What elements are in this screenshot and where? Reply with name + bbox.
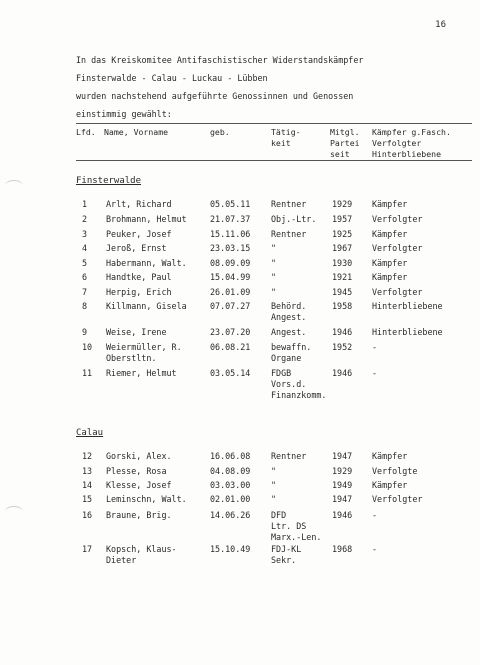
- cell-activity: ": [271, 480, 277, 490]
- cell-nr: 15: [82, 494, 93, 504]
- cell-activity: ": [271, 494, 277, 504]
- column-header-status: Kämpfer g.Fasch.: [372, 127, 451, 137]
- cell-born: 21.07.37: [210, 214, 251, 224]
- section-title: Calau: [76, 428, 104, 438]
- cell-party: 1946: [332, 510, 353, 520]
- header-rule-top: [76, 123, 472, 124]
- cell-name: Herpig, Erich: [106, 287, 172, 297]
- cell-name: Jeroß, Ernst: [106, 243, 167, 253]
- cell-status: Verfolgter: [372, 287, 423, 297]
- cell-activity: ": [271, 287, 277, 297]
- cell-activity: Rentner: [271, 451, 307, 461]
- cell-activity: Finanzkomm.: [271, 390, 327, 400]
- cell-name: Weiermüller, R.: [106, 342, 182, 352]
- cell-name: Brohmann, Helmut: [106, 214, 187, 224]
- cell-status: -: [372, 510, 378, 520]
- cell-activity: Behörd.: [271, 301, 307, 311]
- cell-status: Hinterbliebene: [372, 301, 443, 311]
- cell-activity: ": [271, 466, 277, 476]
- cell-born: 23.07.20: [210, 327, 251, 337]
- cell-nr: 8: [82, 301, 88, 311]
- cell-party: 1947: [332, 451, 353, 461]
- cell-activity: Vors.d.: [271, 379, 307, 389]
- cell-name: Arlt, Richard: [106, 199, 172, 209]
- cell-status: Kämpfer: [372, 480, 408, 490]
- cell-activity: bewaffn.: [271, 342, 312, 352]
- intro-line: wurden nachstehend aufgeführte Genossinnen und Genossen: [76, 91, 354, 101]
- header-rule-bottom: [76, 160, 472, 161]
- cell-status: -: [372, 544, 378, 554]
- column-header-name: Name, Vorname: [104, 127, 169, 137]
- cell-activity: Sekr.: [271, 555, 297, 565]
- cell-status: Verfolgte: [372, 466, 418, 476]
- column-header-born: geb.: [210, 127, 230, 137]
- cell-status: Kämpfer: [372, 272, 408, 282]
- cell-name: Braune, Brig.: [106, 510, 172, 520]
- cell-activity: ": [271, 243, 277, 253]
- cell-status: Verfolgter: [372, 494, 423, 504]
- cell-born: 03.03.00: [210, 480, 251, 490]
- cell-nr: 3: [82, 229, 88, 239]
- intro-line: Finsterwalde - Calau - Luckau - Lübben: [76, 73, 268, 83]
- cell-status: Verfolgter: [372, 214, 423, 224]
- cell-born: 03.05.14: [210, 368, 251, 378]
- cell-status: Hinterbliebene: [372, 327, 443, 337]
- cell-born: 14.06.26: [210, 510, 251, 520]
- cell-name: Riemer, Helmut: [106, 368, 177, 378]
- cell-party: 1967: [332, 243, 353, 253]
- cell-nr: 12: [82, 451, 93, 461]
- cell-party: 1968: [332, 544, 353, 554]
- intro-line: einstimmig gewählt:: [76, 109, 172, 119]
- cell-name: Killmann, Gisela: [106, 301, 187, 311]
- cell-party: 1946: [332, 327, 353, 337]
- cell-party: 1929: [332, 199, 353, 209]
- cell-activity: DFD: [271, 510, 287, 520]
- cell-name: Leminschn, Walt.: [106, 494, 187, 504]
- cell-party: 1949: [332, 480, 353, 490]
- cell-born: 26.01.09: [210, 287, 251, 297]
- cell-nr: 10: [82, 342, 93, 352]
- cell-name: Handtke, Paul: [106, 272, 172, 282]
- cell-activity: Rentner: [271, 199, 307, 209]
- cell-born: 06.08.21: [210, 342, 251, 352]
- cell-activity: Ltr. DS: [271, 521, 307, 531]
- cell-party: 1957: [332, 214, 353, 224]
- cell-nr: 11: [82, 368, 93, 378]
- cell-status: Kämpfer: [372, 229, 408, 239]
- cell-born: 08.09.09: [210, 258, 251, 268]
- cell-nr: 17: [82, 544, 93, 554]
- section-title: Finsterwalde: [76, 176, 142, 186]
- cell-nr: 9: [82, 327, 88, 337]
- cell-name: Dieter: [106, 555, 137, 565]
- cell-activity: FDJ-KL: [271, 544, 302, 554]
- cell-activity: Rentner: [271, 229, 307, 239]
- cell-name: Kopsch, Klaus-: [106, 544, 177, 554]
- cell-party: 1925: [332, 229, 353, 239]
- cell-born: 07.07.27: [210, 301, 251, 311]
- cell-status: -: [372, 342, 378, 352]
- cell-nr: 1: [82, 199, 88, 209]
- punch-hole-mark: [5, 506, 23, 517]
- cell-status: Verfolgter: [372, 243, 423, 253]
- column-header-activity: Tätig-: [271, 127, 301, 137]
- cell-activity: Organe: [271, 353, 302, 363]
- cell-status: -: [372, 368, 378, 378]
- cell-party: 1952: [332, 342, 353, 352]
- cell-nr: 14: [82, 480, 93, 490]
- cell-activity: ": [271, 258, 277, 268]
- cell-born: 04.08.09: [210, 466, 251, 476]
- cell-nr: 13: [82, 466, 93, 476]
- cell-born: 15.11.06: [210, 229, 251, 239]
- cell-activity: Angest.: [271, 327, 307, 337]
- cell-status: Kämpfer: [372, 258, 408, 268]
- column-header-party: Partei: [330, 138, 360, 148]
- cell-party: 1930: [332, 258, 353, 268]
- column-header-party: seit: [330, 149, 350, 159]
- cell-born: 05.05.11: [210, 199, 251, 209]
- cell-nr: 6: [82, 272, 88, 282]
- cell-name: Gorski, Alex.: [106, 451, 172, 461]
- cell-party: 1945: [332, 287, 353, 297]
- punch-hole-mark: [5, 180, 23, 191]
- cell-nr: 5: [82, 258, 88, 268]
- cell-born: 15.10.49: [210, 544, 251, 554]
- cell-nr: 7: [82, 287, 88, 297]
- column-header-status: Verfolgter: [372, 138, 422, 148]
- cell-nr: 4: [82, 243, 88, 253]
- cell-status: Kämpfer: [372, 199, 408, 209]
- column-header-activity: keit: [271, 138, 291, 148]
- cell-born: 16.06.08: [210, 451, 251, 461]
- cell-party: 1947: [332, 494, 353, 504]
- cell-status: Kämpfer: [372, 451, 408, 461]
- cell-activity: Angest.: [271, 312, 307, 322]
- intro-line: In das Kreiskomitee Antifaschistischer Widerstandskämpfer: [76, 55, 364, 65]
- cell-activity: Obj.-Ltr.: [271, 214, 317, 224]
- cell-party: 1921: [332, 272, 353, 282]
- cell-name: Weise, Irene: [106, 327, 167, 337]
- cell-name: Oberstltn.: [106, 353, 157, 363]
- cell-nr: 2: [82, 214, 88, 224]
- page-number: 16: [435, 20, 446, 30]
- cell-born: 15.04.99: [210, 272, 251, 282]
- cell-name: Habermann, Walt.: [106, 258, 187, 268]
- cell-born: 02.01.00: [210, 494, 251, 504]
- cell-activity: Marx.-Len.: [271, 532, 322, 542]
- column-header-party: Mitgl.: [330, 127, 360, 137]
- column-header-nr: Lfd.: [76, 127, 96, 137]
- cell-party: 1958: [332, 301, 353, 311]
- cell-activity: FDGB: [271, 368, 292, 378]
- cell-party: 1946: [332, 368, 353, 378]
- cell-name: Peuker, Josef: [106, 229, 172, 239]
- cell-nr: 16: [82, 510, 93, 520]
- cell-born: 23.03.15: [210, 243, 251, 253]
- cell-name: Klesse, Josef: [106, 480, 172, 490]
- cell-activity: ": [271, 272, 277, 282]
- column-header-status: Hinterbliebene: [372, 149, 442, 159]
- cell-party: 1929: [332, 466, 353, 476]
- cell-name: Plesse, Rosa: [106, 466, 167, 476]
